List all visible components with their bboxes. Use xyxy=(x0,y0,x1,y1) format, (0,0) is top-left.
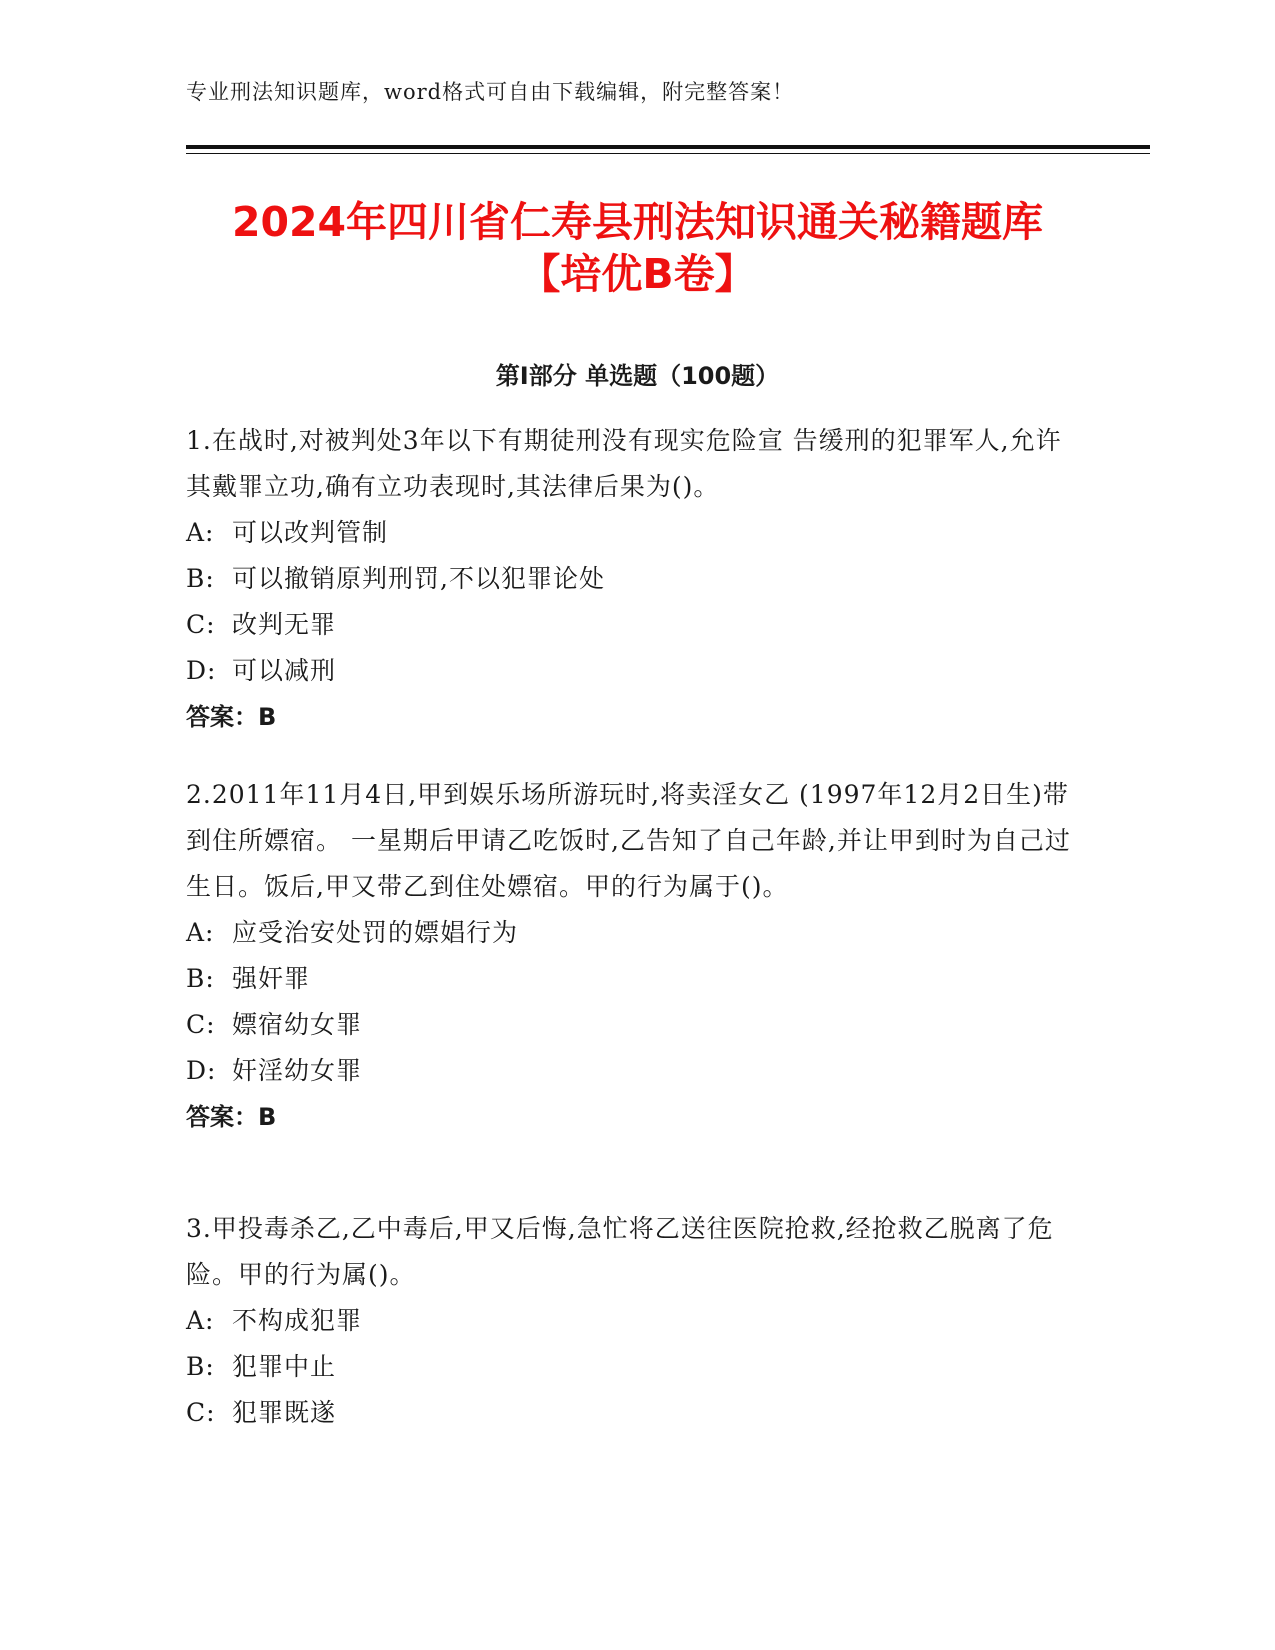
option-d xyxy=(186,648,1076,694)
option-text: 犯罪既遂 xyxy=(232,1398,337,1427)
option-label: C: xyxy=(186,1398,216,1427)
option-label: B: xyxy=(186,564,215,593)
option-text: 应受治安处罚的嫖娼行为 xyxy=(232,918,519,947)
option-c xyxy=(186,1390,1076,1436)
option-text: 可以撤销原判刑罚,不以犯罪论处 xyxy=(232,564,605,593)
header-divider xyxy=(186,145,1150,149)
option-text: 奸淫幼女罪 xyxy=(232,1056,363,1085)
title-line-1: 2024年四川省仁寿县刑法知识通关秘籍题库 xyxy=(231,198,1044,246)
option-text: 嫖宿幼女罪 xyxy=(232,1010,363,1039)
question-stem: 1.在战时,对被判处3年以下有期徒刑没有现实危险宣 告缓刑的犯罪军人,允许其戴罪立功,确有立功表现时,其法律后果为()。 xyxy=(186,426,1062,501)
header-divider-thin xyxy=(186,153,1150,154)
header-note: 专业刑法知识题库，word格式可自由下载编辑，附完整答案！ xyxy=(186,80,795,104)
option-text: 改判无罪 xyxy=(232,610,337,639)
option-label: D: xyxy=(186,1056,217,1085)
question-stem: 2.2011年11月4日,甲到娱乐场所游玩时,将卖淫女乙 (1997年12月2日生)带到住所嫖宿。 一星期后甲请乙吃饭时,乙告知了自己年龄,并让甲到时为自己过生日。饭后,甲又带乙到住处嫖宿。甲的行为属于()。 xyxy=(186,780,1071,901)
option-d xyxy=(186,1048,1076,1094)
title-line-2: 【培优B卷】 xyxy=(519,250,756,298)
option-text: 不构成犯罪 xyxy=(232,1306,363,1335)
answer: 答案：B xyxy=(186,703,277,731)
option-b xyxy=(186,1344,1076,1390)
option-text: 强奸罪 xyxy=(232,964,311,993)
option-a xyxy=(186,510,1076,556)
option-b xyxy=(186,556,1076,602)
option-a xyxy=(186,910,1076,956)
option-label: D: xyxy=(186,656,217,685)
option-text: 可以减刑 xyxy=(232,656,337,685)
question-stem: 3.甲投毒杀乙,乙中毒后,甲又后悔,急忙将乙送往医院抢救,经抢救乙脱离了危险。甲的行为属()。 xyxy=(186,1214,1054,1289)
answer: 答案：B xyxy=(186,1103,277,1131)
option-c xyxy=(186,1002,1076,1048)
option-label: A: xyxy=(186,1306,215,1335)
option-label: B: xyxy=(186,1352,215,1381)
option-label: A: xyxy=(186,918,215,947)
option-b xyxy=(186,956,1076,1002)
option-label: A: xyxy=(186,518,215,547)
document-title xyxy=(0,196,1275,300)
option-label: C: xyxy=(186,1010,216,1039)
question-1 xyxy=(186,418,1076,740)
option-a xyxy=(186,1298,1076,1344)
section-heading: 第Ⅰ部分 单选题（100题） xyxy=(495,362,780,390)
option-label: C: xyxy=(186,610,216,639)
option-text: 犯罪中止 xyxy=(232,1352,337,1381)
question-2 xyxy=(186,772,1076,1140)
option-text: 可以改判管制 xyxy=(232,518,389,547)
option-c xyxy=(186,602,1076,648)
question-3 xyxy=(186,1206,1076,1436)
option-label: B: xyxy=(186,964,215,993)
